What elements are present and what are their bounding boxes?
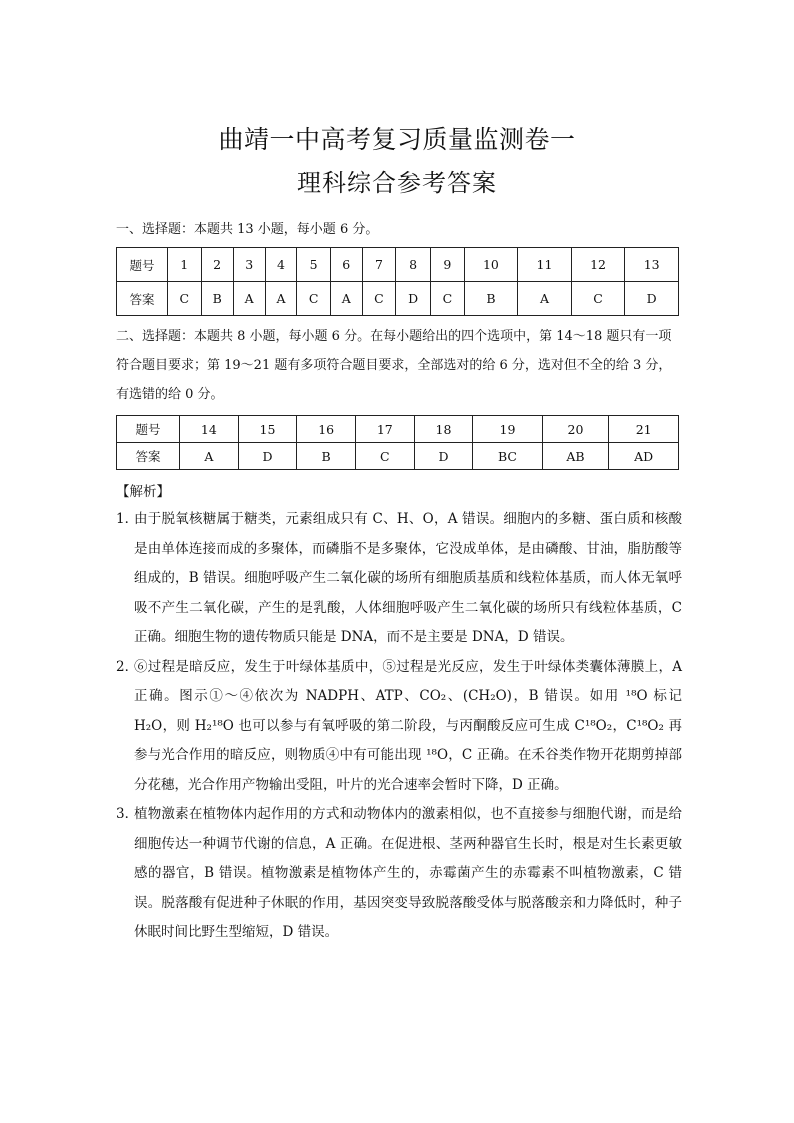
analysis-list (116, 505, 682, 948)
question-number-cell: 1 (168, 248, 202, 282)
question-number-cell: 9 (431, 248, 465, 282)
question-number-cell: 2 (201, 248, 233, 282)
question-number-cell: 19 (473, 416, 542, 443)
analysis-item-text: 由于脱氧核糖属于糖类，元素组成只有 C、H、O，A 错误。细胞内的多糖、蛋白质和核酸是由单体连接而成的多聚体，而磷脂不是多聚体，它没成单体，是由磷酸、甘油，脂肪酸等组成的，B 错误。细胞呼吸产生二氧化碳的场所有细胞质基质和线粒体基质，而人体无氧呼吸不产生二氧化碳，产生的是乳酸，人体细胞呼吸产生二氧化碳的场所只有线粒体基质，C 正确。细胞生物的遗传物质只能是 DNA，而不是主要是 DNA，D 错误。 (134, 511, 682, 645)
answer-cell: B (201, 282, 233, 316)
section2-heading: 二、选择题：本题共 8 小题，每小题 6 分。在每小题给出的四个选项中，第 14～18 题只有一项符合题目要求；第 19～21 题有多项符合题目要求，全部选对的给 6 分，选对但不全的给 3 分，有选错的给 0 分。 (116, 329, 672, 402)
row-label-answer: 答案 (117, 443, 180, 470)
answer-cell: D (625, 282, 679, 316)
question-number-cell: 15 (238, 416, 297, 443)
question-number-cell: 3 (233, 248, 265, 282)
analysis-item (116, 800, 682, 948)
answer-cell: A (180, 443, 239, 470)
answer-cell: C (362, 282, 396, 316)
question-number-cell: 14 (180, 416, 239, 443)
answer-cell: D (396, 282, 431, 316)
row-label-question: 题号 (117, 248, 168, 282)
question-number-cell: 5 (297, 248, 331, 282)
answer-cell: A (233, 282, 265, 316)
section1-heading: 一、选择题：本题共 13 小题，每小题 6 分。 (116, 222, 379, 237)
page-subtitle: 理科综合参考答案 (297, 169, 497, 197)
question-number-cell: 18 (414, 416, 473, 443)
question-number-cell: 21 (609, 416, 679, 443)
answer-cell: C (431, 282, 465, 316)
answer-cell: C (297, 282, 331, 316)
page-title: 曲靖一中高考复习质量监测卷一 (218, 125, 576, 154)
analysis-item-number: 3． (116, 806, 139, 822)
question-number-cell: 4 (265, 248, 297, 282)
answer-cell: AD (609, 443, 679, 470)
answer-row (117, 443, 679, 470)
question-number-cell: 6 (330, 248, 362, 282)
answer-cell: C (355, 443, 414, 470)
row-label-question: 题号 (117, 416, 180, 443)
answer-cell: B (297, 443, 356, 470)
analysis-item-number: 2． (116, 658, 139, 675)
question-number-cell: 17 (355, 416, 414, 443)
section2-answer-table (116, 415, 679, 470)
answer-cell: BC (473, 443, 542, 470)
analysis-item (116, 653, 682, 801)
row-label-answer: 答案 (117, 282, 168, 316)
section1-answer-table (116, 247, 679, 316)
question-number-cell: 13 (625, 248, 679, 282)
answer-cell: A (518, 282, 572, 316)
analysis-item-text: 植物激素在植物体内起作用的方式和动物体内的激素相似，也不直接参与细胞代谢，而是给细胞传达一种调节代谢的信息，A 正确。在促进根、茎两种器官生长时，根是对生长素更敏感的器官，B 错误。植物激素是植物体产生的，赤霉菌产生的赤霉素不叫植物激素，C 错误。脱落酸有促进种子休眠的作用，基因突变导致脱落酸受体与脱落酸亲和力降低时，种子休眠时间比野生型缩短，D 错误。 (134, 806, 682, 940)
answer-cell: AB (542, 443, 609, 470)
question-number-cell: 11 (518, 248, 572, 282)
question-number-cell: 10 (464, 248, 518, 282)
answer-cell: A (265, 282, 297, 316)
question-number-cell: 7 (362, 248, 396, 282)
analysis-item-number: 1． (116, 511, 139, 527)
answer-cell: C (571, 282, 625, 316)
answer-cell: D (238, 443, 297, 470)
answer-cell: A (330, 282, 362, 316)
question-number-cell: 8 (396, 248, 431, 282)
analysis-item-text: ⑥过程是暗反应，发生于叶绿体基质中，⑤过程是光反应，发生于叶绿体类囊体薄膜上，A 正确。图示①～④依次为 NADPH、ATP、CO₂、(CH₂O)，B 错误。如用 ¹⁸O 标记 H₂O，则 H₂¹⁸O 也可以参与有氧呼吸的第二阶段，与丙酮酸反应可生成 C¹⁸O₂，C¹⁸O₂ 再参与光合作用的暗反应，则物质④中有可能出现 ¹⁸O，C 正确。在禾谷类作物开花期剪掉部分花穗，光合作用产物输出受阻，叶片的光合速率会暂时下降，D 正确。 (134, 658, 682, 793)
question-number-row (117, 248, 679, 282)
answer-cell: D (414, 443, 473, 470)
answer-cell: B (464, 282, 518, 316)
question-number-cell: 20 (542, 416, 609, 443)
answer-cell: C (168, 282, 202, 316)
analysis-heading: 【解析】 (116, 484, 170, 500)
answer-row (117, 282, 679, 316)
question-number-cell: 12 (571, 248, 625, 282)
question-number-row (117, 416, 679, 443)
analysis-item (116, 505, 682, 653)
question-number-cell: 16 (297, 416, 356, 443)
